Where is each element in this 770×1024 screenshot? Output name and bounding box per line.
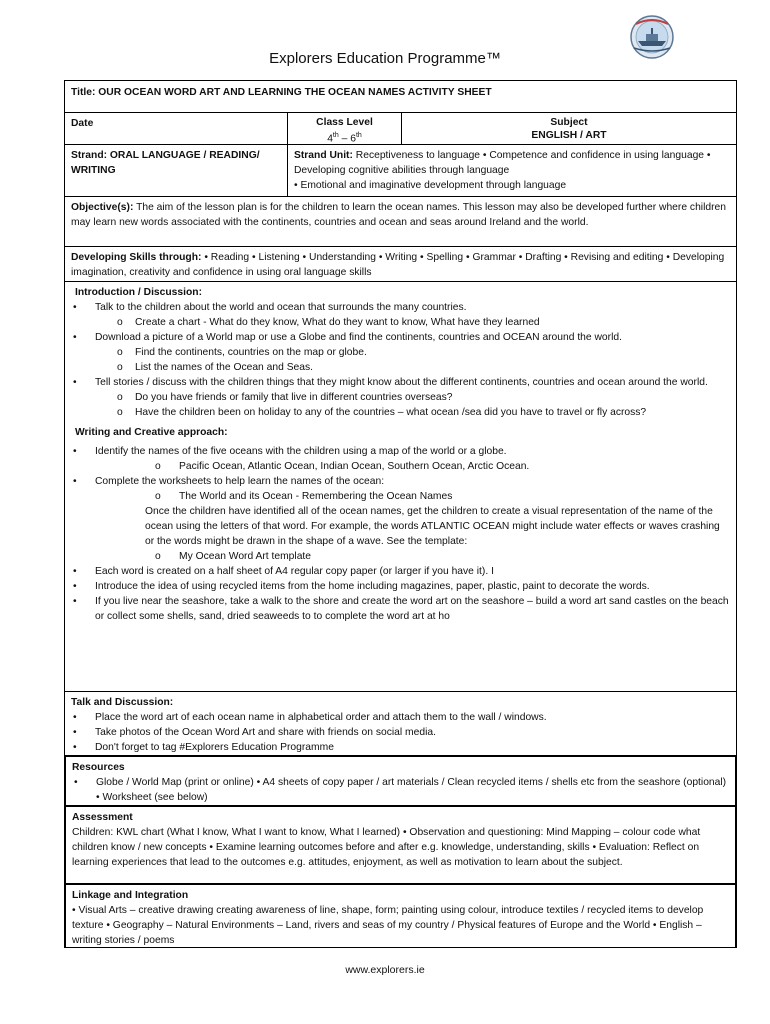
list-item: • Globe / World Map (print or online) • A4 sheets of copy paper / art materials / Clean recycled items / shells etc from the seashore (optional) • Worksheet (see below) [72,775,729,805]
assessment-text: Children: KWL chart (What I know, What I want to know, What I learned) • Observation and questioning: Mind Mapping – colour code what children know / new concepts • Examine learning outcomes before and after e.g. knowledge, understanding, skills • Evaluation: Reflect on learning experiences that lead to the outcomes e.g. attitudes, enjoyment, as well as motivation to learn about the subject. [72,827,701,868]
list-item: o Find the continents, countries on the map or globe. [95,345,730,360]
class-level-label: Class Level [316,117,373,128]
list-item: o My Ocean Word Art template [95,549,730,564]
list-item: • Talk to the children about the world and ocean that surrounds the many countries. o Create a chart - What do they know, What do they want to know, What have they learned [71,300,730,330]
resources-heading: Resources [72,762,125,773]
writing-list [71,444,730,624]
skills-text: • Reading • Listening • Understanding • Writing • Spelling • Grammar • Drafting • Revising and editing • Developing imagination, creativity and confidence in using oral language skills [71,252,725,278]
footer-url[interactable]: www.explorers.ie [345,964,425,976]
linkage-text: • Visual Arts – creative drawing creating awareness of line, shape, form; painting using colour, introduce textiles / recycled items to develop texture • Geography – Natural Environments – Land, rivers and seas of my country / Physical features of Europe and the World • English – writing stories / poems [72,905,704,946]
list-item: o Do you have friends or family that live in different countries overseas? [95,390,730,405]
list-item: • Identify the names of the five oceans with the children using a map of the world or a globe. o Pacific Ocean, Atlantic Ocean, Indian Ocean, Southern Ocean, Arctic Ocean. [71,444,730,474]
list-item: o Have the children been on holiday to any of the countries – what ocean /sea did you have to travel or fly across? [95,405,730,420]
class-level-value: 4th – 6th [327,132,362,145]
talk-heading: Talk and Discussion: [71,697,174,708]
list-item: • Take photos of the Ocean Word Art and share with friends on social media. [71,725,730,740]
objective-text: The aim of the lesson plan is for the children to learn the ocean names. This lesson may also be developed further where children may learn new words associated with the continents, countries and ocean and seas around Ireland and the world. [71,202,726,228]
objective-row [64,196,737,246]
title-label: Title: [71,87,96,98]
skills-label: Developing Skills through: [71,252,202,263]
programme-title: Explorers Education Programme™ [269,50,501,67]
title-value: OUR OCEAN WORD ART AND LEARNING THE OCEAN NAMES ACTIVITY SHEET [98,87,492,98]
intro-list [71,300,730,420]
list-item: o Pacific Ocean, Atlantic Ocean, Indian Ocean, Southern Ocean, Arctic Ocean. [95,459,730,474]
list-item: • Don't forget to tag #Explorers Education Programme [71,740,730,755]
activity-sheet [64,80,737,948]
resources-row [64,755,737,805]
list-item: o List the names of the Ocean and Seas. [95,360,730,375]
subject-label: Subject [550,117,588,128]
assessment-row [64,805,737,883]
strand-row [64,144,737,196]
linkage-row [64,883,737,948]
list-item: o The World and its Ocean - Remembering the Ocean Names [95,489,730,504]
list-item: • Download a picture of a World map or use a Globe and find the continents, countries and OCEAN around the world. o Find the continents, countries on the map or globe. o List the names of the Ocean and Seas. [71,330,730,375]
date-row [64,112,737,144]
writing-heading: Writing and Creative approach: [75,427,228,438]
list-item: • Each word is created on a half sheet of A4 regular copy paper (or larger if you have it). I [71,564,730,579]
list-item: • Place the word art of each ocean name in alphabetical order and attach them to the wall / windows. [71,710,730,725]
strand-unit-text-2: • Emotional and imaginative development through language [294,180,567,191]
date-label: Date [71,118,94,129]
lesson-body [64,281,737,691]
list-item: • If you live near the seashore, take a walk to the shore and create the word art on the seashore – build a word art sand castles on the beach or collect some shells, sand, dried seaweeds to to complete the word art at ho [71,594,730,624]
skills-row [64,246,737,281]
intro-heading: Introduction / Discussion: [75,287,202,298]
list-item: o Create a chart - What do they know, What do they want to know, What have they learned [95,315,730,330]
list-item: • Introduce the idea of using recycled items from the home including magazines, paper, plastic, paint to decorate the words. [71,579,730,594]
list-item: • Complete the worksheets to help learn the names of the ocean: o The World and its Ocean - Remembering the Ocean Names Once the children have identified all of the ocean names, get the children to create a visual representation of the name of the ocean using the letters of that word. For example, the words ATLANTIC OCEAN might include water effects or waves crashing or the words might be drawn in the shape of a wave. See the template: o My Ocean Word Art template [71,474,730,564]
subject-value: ENGLISH / ART [531,130,607,141]
talk-row [64,691,737,755]
linkage-heading: Linkage and Integration [72,890,189,901]
assessment-heading: Assessment [72,812,133,823]
worksheet-description: Once the children have identified all of the ocean names, get the children to create a visual representation of the name of the ocean using the letters of that word. For example, the words ATLANTIC OCEAN might include water effects or waves crashing or the words might be drawn in the shape of a wave. See the template: [145,506,720,547]
list-item: • Tell stories / discuss with the children things that they might know about the different continents, countries and ocean around the world. o Do you have friends or family that live in different countries overseas? o Have the children been on holiday to any of the countries – what ocean /sea did you have to travel or fly across? [71,375,730,420]
strand-unit-text: Receptiveness to language • Competence and confidence in using language • Developing cognitive abilities through language [294,150,711,176]
strand-unit-label: Strand Unit: [294,150,353,161]
strand: Strand: ORAL LANGUAGE / READING/ WRITING [65,145,288,196]
title-row [64,80,737,112]
objective-label: Objective(s): [71,202,134,213]
